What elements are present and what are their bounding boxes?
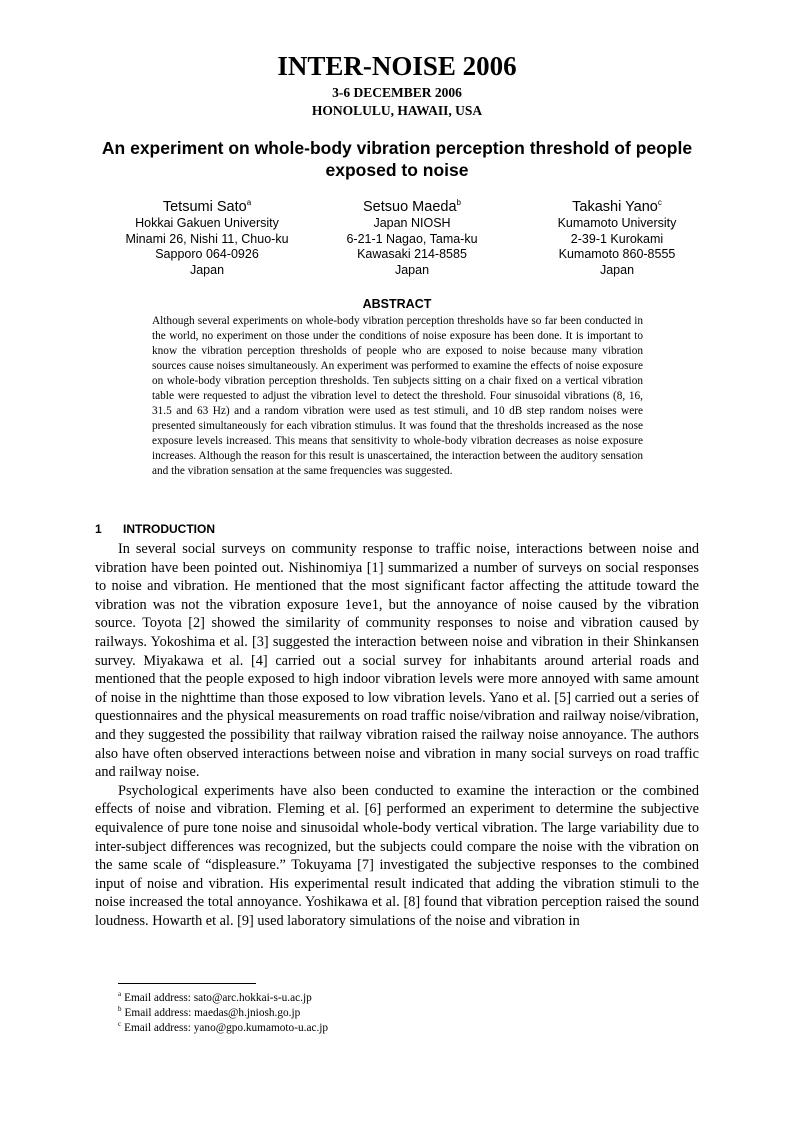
- footnote-email: Email address: yano@gpo.kumamoto-u.ac.jp: [124, 1022, 329, 1034]
- abstract-text: Although several experiments on whole-body vibration perception thresholds have so far been conducted in the world, no experiment on those under the conditions of noise exposure has been done. It is important to know the vibration perception thresholds of people who are exposed to noise because many vibration sources cause noises simultaneously. An experiment was performed to examine the effects of noise exposure on whole-body vibration perception thresholds. Ten subjects sitting on a chair fixed on a vertical vibration table were requested to adjust the vibration level to detect the threshold. Four sinusoidal vibrations (8, 16, 31.5 and 63 Hz) and a random vibration were used as test stimuli, and 10 dB step random noises were presented simultaneously for each vibration stimulus. It was found that the thresholds increased as the nose exposure levels increased. This means that sensitivity to whole-body vibration decreases as noise exposure increases. Although the reason for this result is unascertained, the interaction between the auditory sensation and the vibration sensation at the same frequencies was suggested.: [152, 315, 643, 478]
- author-block-2: [297, 198, 527, 278]
- author-institution: Kumamoto University: [557, 216, 677, 230]
- author-address: Minami 26, Nishi 11, Chuo-ku: [125, 231, 289, 246]
- abstract-heading: ABSTRACT: [362, 297, 432, 311]
- author-city: Kumamoto 860-8555: [558, 247, 676, 261]
- author-footnote-mark: a: [246, 198, 252, 208]
- author-name: Tetsumi Sato$^a$: [162, 198, 252, 215]
- section-heading: [95, 522, 215, 537]
- author-institution: Japan NIOSH: [373, 216, 451, 230]
- conference-location: HONOLULU, HAWAII, USA: [311, 103, 483, 118]
- author-block-3: [502, 198, 732, 278]
- footnote-email: Email address: sato@arc.hokkai-s-u.ac.jp: [124, 992, 312, 1004]
- conference-dates: 3-6 DECEMBER 2006: [332, 85, 462, 100]
- author-country: Japan: [394, 262, 430, 277]
- section-title: INTRODUCTION: [123, 522, 215, 536]
- author-country: Japan: [599, 262, 635, 277]
- footnote-mark: a: [118, 990, 122, 999]
- author-city: Sapporo 064-0926: [155, 247, 259, 261]
- footnote: [118, 991, 618, 1006]
- author-institution: Hokkai Gakuen University: [135, 216, 279, 230]
- author-block-1: [92, 198, 322, 278]
- paper-title: An experiment on whole-body vibration perception threshold of people exposed to noise: [101, 138, 693, 180]
- section-body: [95, 540, 699, 930]
- footnote-mark: c: [118, 1020, 122, 1029]
- footnote: [118, 1006, 618, 1021]
- author-city: Kawasaki 214-8585: [357, 247, 467, 261]
- author-name: Takashi Yano$^c$: [572, 198, 662, 215]
- body-paragraph: Psychological experiments have also been conducted to examine the interaction or the combined effects of noise and vibration. Fleming et al. [6] performed an experiment to determine the subjective equivalence of pure tone noise and sinusoidal whole-body vertical vibration. The large variability due to inter-subject differences was recognized, but the subjects could compare the noise with the vibration on the same scale of “displeasure.” Tokuyama [7] investigated the subjective responses to the combined input of noise and vibration. His experimental result indicated that adding the vibration stimuli to the noise increased the total annoyance. Yoshikawa et al. [8] found that vibration perception raised the sound loudness. Howarth et al. [9] used laboratory simulations of the noise and vibration in: [95, 782, 699, 929]
- footnote: [118, 1021, 618, 1036]
- author-footnote-mark: b: [456, 198, 461, 208]
- body-paragraph: In several social surveys on community response to traffic noise, interactions between noise and vibration have been pointed out. Nishinomiya [1] summarized a number of surveys on social responses to noise and vibration. He mentioned that the most significant factor affecting the attitude toward the vibration was not the vibration exposure 1eve1, but the annoyance of noise caused by the vibration source. Toyota [2] showed the similarity of community responses to noise and vibration caused by railways. Yokoshima et al. [3] suggested the interaction between noise and vibration in their Shinkansen survey. Miyakawa et al. [4] carried out a social survey for inhabitants around arterial roads and mentioned that the people exposed to high indoor vibration levels were more annoyed with same amount of noise in the nighttime than those exposed to low vibration levels. Yano et al. [5] carried out a series of questionnaires and the physical measurements on road traffic noise/vibration and railway noise/vibration, and they suggested the possibility that railway vibration raised the railway noise annoyance. The authors also have often observed interactions between noise and vibration in many social surveys on road traffic and railway noise.: [95, 541, 699, 781]
- author-name: Setsuo Maeda$^b$: [363, 198, 461, 215]
- footnote-mark: b: [118, 1005, 122, 1014]
- author-country: Japan: [189, 262, 225, 277]
- footnotes: [118, 991, 618, 1036]
- footnote-email: Email address: maedas@h.jniosh.go.jp: [124, 1007, 301, 1019]
- section-number: 1: [95, 522, 102, 536]
- conference-title: INTER-NOISE 2006: [277, 51, 517, 81]
- footnote-divider: [118, 983, 256, 984]
- author-footnote-mark: c: [657, 198, 662, 208]
- author-address: 2-39-1 Kurokami: [570, 231, 664, 246]
- author-address: 6-21-1 Nagao, Tama-ku: [346, 231, 478, 246]
